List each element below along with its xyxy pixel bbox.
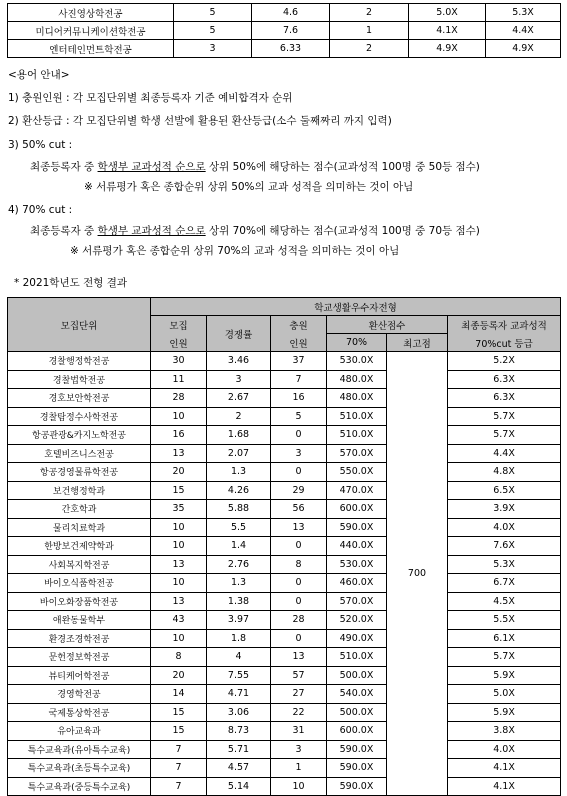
- grade-70-cut: 3.9X: [448, 500, 561, 519]
- table-cell: 2: [330, 4, 409, 22]
- header-max: 최고점: [387, 334, 448, 352]
- section-title: * 2021학년도 전형 결과: [14, 277, 127, 289]
- fill-count: 0: [271, 574, 327, 593]
- fill-count: 3: [271, 444, 327, 463]
- unit-name: 환경조경학전공: [8, 629, 151, 648]
- competition-rate: 3.97: [207, 611, 271, 630]
- unit-name: 한방보건제약학과: [8, 537, 151, 556]
- grade-70-cut: 6.5X: [448, 481, 561, 500]
- competition-rate: 1.8: [207, 629, 271, 648]
- previous-results-table: [7, 3, 561, 58]
- unit-name: 호텔비즈니스전공: [8, 444, 151, 463]
- note-1: 1) 충원인원 : 각 모집단위별 최종등록자 기준 예비합격자 순위: [8, 92, 293, 104]
- fill-count: 5: [271, 407, 327, 426]
- unit-name: 특수교육과(유아특수교육): [8, 740, 151, 759]
- fill-count: 0: [271, 463, 327, 482]
- table-row: [8, 22, 561, 40]
- table-row: [8, 555, 561, 574]
- fill-count: 0: [271, 629, 327, 648]
- header-recruit-1: 모집: [169, 320, 188, 332]
- table-row: [8, 40, 561, 58]
- score-70: 530.0X: [327, 352, 387, 371]
- grade-70-cut: 5.3X: [448, 555, 561, 574]
- score-70: 500.0X: [327, 666, 387, 685]
- header-unit: 모집단위: [8, 298, 151, 352]
- header-competition: 경쟁률: [207, 316, 271, 352]
- score-70: 490.0X: [327, 629, 387, 648]
- fill-count: 13: [271, 648, 327, 667]
- table-row: [8, 444, 561, 463]
- competition-rate: 3.46: [207, 352, 271, 371]
- unit-name: 경호보안학전공: [8, 389, 151, 408]
- grade-70-cut: 6.3X: [448, 370, 561, 389]
- unit-name: 유아교육과: [8, 722, 151, 741]
- table-row: [8, 592, 561, 611]
- competition-rate: 2.67: [207, 389, 271, 408]
- score-70: 500.0X: [327, 703, 387, 722]
- fill-count: 0: [271, 426, 327, 445]
- competition-rate: 4: [207, 648, 271, 667]
- table-cell: 4.1X: [409, 22, 486, 40]
- recruit-count: 7: [151, 740, 207, 759]
- fill-count: 22: [271, 703, 327, 722]
- recruit-count: 13: [151, 555, 207, 574]
- table-cell: 1: [330, 22, 409, 40]
- unit-name: 경찰행정학전공: [8, 352, 151, 371]
- grade-70-cut: 4.1X: [448, 759, 561, 778]
- note-3: 3) 50% cut :: [8, 139, 73, 151]
- score-70: 590.0X: [327, 740, 387, 759]
- table-row: [8, 4, 561, 22]
- table-row: [8, 648, 561, 667]
- score-70: 540.0X: [327, 685, 387, 704]
- recruit-count: 10: [151, 537, 207, 556]
- unit-name: 간호학과: [8, 500, 151, 519]
- table-cell: 5: [174, 22, 252, 40]
- score-70: 460.0X: [327, 574, 387, 593]
- note-4: 4) 70% cut :: [8, 204, 73, 216]
- unit-name: 특수교육과(중등특수교육): [8, 777, 151, 796]
- recruit-count: 10: [151, 629, 207, 648]
- competition-rate: 5.14: [207, 777, 271, 796]
- competition-rate: 1.3: [207, 463, 271, 482]
- score-70: 440.0X: [327, 537, 387, 556]
- table-cell: 5.3X: [486, 4, 561, 22]
- recruit-count: 15: [151, 722, 207, 741]
- table-cell: 4.4X: [486, 22, 561, 40]
- max-score: 700: [387, 352, 448, 796]
- recruit-count: 10: [151, 574, 207, 593]
- table-header: [8, 298, 561, 352]
- note-3-detail-pre: 최종등록자 중: [30, 161, 98, 173]
- recruit-count: 30: [151, 352, 207, 371]
- fill-count: 31: [271, 722, 327, 741]
- table-cell: 2: [330, 40, 409, 58]
- note-3-remark: ※ 서류평가 혹은 종합순위 상위 50%의 교과 성적을 의미하는 것이 아님: [84, 181, 414, 193]
- fill-count: 37: [271, 352, 327, 371]
- table-cell: 4.9X: [486, 40, 561, 58]
- grade-70-cut: 4.8X: [448, 463, 561, 482]
- score-70: 590.0X: [327, 759, 387, 778]
- note-2: 2) 환산등급 : 각 모집단위별 학생 선발에 활용된 환산등급(소수 둘째짜리 까지 입력): [8, 115, 392, 127]
- table-row: [8, 629, 561, 648]
- header-fill: [271, 316, 327, 352]
- recruit-count: 8: [151, 648, 207, 667]
- table-row: [8, 463, 561, 482]
- unit-name: 항공경영물류학전공: [8, 463, 151, 482]
- grade-70-cut: 4.0X: [448, 740, 561, 759]
- score-70: 550.0X: [327, 463, 387, 482]
- table-row: [8, 426, 561, 445]
- table-row: [8, 722, 561, 741]
- score-70: 520.0X: [327, 611, 387, 630]
- table-row: [8, 740, 561, 759]
- score-70: 570.0X: [327, 444, 387, 463]
- header-recruit: [151, 316, 207, 352]
- grade-70-cut: 3.8X: [448, 722, 561, 741]
- competition-rate: 1.4: [207, 537, 271, 556]
- recruit-count: 7: [151, 777, 207, 796]
- competition-rate: 5.71: [207, 740, 271, 759]
- table-row: [8, 500, 561, 519]
- unit-name: 바이오화장품학전공: [8, 592, 151, 611]
- grade-70-cut: 5.7X: [448, 648, 561, 667]
- recruit-count: 15: [151, 703, 207, 722]
- fill-count: 0: [271, 592, 327, 611]
- header-grade-2: 70%cut 등급: [475, 338, 533, 350]
- table-row: [8, 481, 561, 500]
- competition-rate: 4.26: [207, 481, 271, 500]
- admission-results-table: [7, 297, 561, 796]
- grade-70-cut: 6.3X: [448, 389, 561, 408]
- unit-name: 바이오식품학전공: [8, 574, 151, 593]
- grade-70-cut: 4.1X: [448, 777, 561, 796]
- table-row: [8, 611, 561, 630]
- score-70: 470.0X: [327, 481, 387, 500]
- table-row: [8, 518, 561, 537]
- fill-count: 10: [271, 777, 327, 796]
- terms-header: <용어 안내>: [8, 69, 70, 81]
- grade-70-cut: 4.0X: [448, 518, 561, 537]
- recruit-count: 10: [151, 407, 207, 426]
- grade-70-cut: 5.5X: [448, 611, 561, 630]
- fill-count: 3: [271, 740, 327, 759]
- recruit-count: 14: [151, 685, 207, 704]
- score-70: 600.0X: [327, 722, 387, 741]
- table-row: [8, 703, 561, 722]
- fill-count: 27: [271, 685, 327, 704]
- unit-name: 물리치료학과: [8, 518, 151, 537]
- score-70: 570.0X: [327, 592, 387, 611]
- score-70: 590.0X: [327, 777, 387, 796]
- table-cell: 4.6: [252, 4, 330, 22]
- table-cell: 4.9X: [409, 40, 486, 58]
- score-70: 590.0X: [327, 518, 387, 537]
- recruit-count: 10: [151, 518, 207, 537]
- grade-70-cut: 6.7X: [448, 574, 561, 593]
- unit-name: 애완동물학부: [8, 611, 151, 630]
- score-70: 600.0X: [327, 500, 387, 519]
- recruit-count: 20: [151, 463, 207, 482]
- fill-count: 13: [271, 518, 327, 537]
- grade-70-cut: 5.9X: [448, 703, 561, 722]
- competition-rate: 3: [207, 370, 271, 389]
- unit-name: 경찰법학전공: [8, 370, 151, 389]
- competition-rate: 2.07: [207, 444, 271, 463]
- unit-name: 경영학전공: [8, 685, 151, 704]
- grade-70-cut: 6.1X: [448, 629, 561, 648]
- score-70: 480.0X: [327, 389, 387, 408]
- recruit-count: 11: [151, 370, 207, 389]
- score-70: 510.0X: [327, 426, 387, 445]
- header-70: 70%: [327, 334, 387, 352]
- table-cell: 3: [174, 40, 252, 58]
- competition-rate: 1.38: [207, 592, 271, 611]
- table-cell: 7.6: [252, 22, 330, 40]
- recruit-count: 15: [151, 481, 207, 500]
- table-row: [8, 370, 561, 389]
- score-70: 510.0X: [327, 648, 387, 667]
- fill-count: 7: [271, 370, 327, 389]
- unit-name: 사진영상학전공: [8, 4, 174, 22]
- table-row: [8, 777, 561, 796]
- score-70: 510.0X: [327, 407, 387, 426]
- note-3-detail-post: 상위 50%에 해당하는 점수(교과성적 100명 중 50등 점수): [205, 161, 480, 173]
- competition-rate: 2: [207, 407, 271, 426]
- table-row: [8, 666, 561, 685]
- competition-rate: 1.68: [207, 426, 271, 445]
- table-row: [8, 407, 561, 426]
- table-row: [8, 389, 561, 408]
- recruit-count: 7: [151, 759, 207, 778]
- fill-count: 8: [271, 555, 327, 574]
- competition-rate: 7.55: [207, 666, 271, 685]
- recruit-count: 13: [151, 592, 207, 611]
- table-cell: 6.33: [252, 40, 330, 58]
- unit-name: 미디어커뮤니케이션학전공: [8, 22, 174, 40]
- score-70: 530.0X: [327, 555, 387, 574]
- header-group: 학교생활우수자전형: [151, 298, 561, 316]
- competition-rate: 5.88: [207, 500, 271, 519]
- competition-rate: 4.57: [207, 759, 271, 778]
- table-row: [8, 574, 561, 593]
- grade-70-cut: 4.5X: [448, 592, 561, 611]
- grade-70-cut: 5.2X: [448, 352, 561, 371]
- note-3-detail-underlined: 학생부 교과성적 순으로: [97, 161, 206, 173]
- unit-name: 엔터테인먼트학전공: [8, 40, 174, 58]
- table-row: [8, 537, 561, 556]
- recruit-count: 20: [151, 666, 207, 685]
- fill-count: 0: [271, 537, 327, 556]
- table-row: [8, 685, 561, 704]
- competition-rate: 4.71: [207, 685, 271, 704]
- header-score: 환산점수: [327, 316, 448, 334]
- score-70: 480.0X: [327, 370, 387, 389]
- unit-name: 뷰티케어학전공: [8, 666, 151, 685]
- header-fill-1: 충원: [289, 320, 308, 332]
- grade-70-cut: 5.7X: [448, 407, 561, 426]
- recruit-count: 16: [151, 426, 207, 445]
- competition-rate: 8.73: [207, 722, 271, 741]
- grade-70-cut: 5.9X: [448, 666, 561, 685]
- competition-rate: 1.3: [207, 574, 271, 593]
- unit-name: 보건행정학과: [8, 481, 151, 500]
- fill-count: 28: [271, 611, 327, 630]
- header-recruit-2: 인원: [169, 338, 188, 350]
- table-cell: 5.0X: [409, 4, 486, 22]
- table-cell: 5: [174, 4, 252, 22]
- note-4-detail-post: 상위 70%에 해당하는 점수(교과성적 100명 중 70등 점수): [205, 225, 480, 237]
- table-row: [8, 352, 561, 371]
- recruit-count: 35: [151, 500, 207, 519]
- previous-results-body: [8, 4, 561, 58]
- grade-70-cut: 5.7X: [448, 426, 561, 445]
- unit-name: 사회복지학전공: [8, 555, 151, 574]
- fill-count: 1: [271, 759, 327, 778]
- unit-name: 항공관광&카지노학전공: [8, 426, 151, 445]
- recruit-count: 28: [151, 389, 207, 408]
- competition-rate: 2.76: [207, 555, 271, 574]
- recruit-count: 13: [151, 444, 207, 463]
- fill-count: 57: [271, 666, 327, 685]
- note-4-detail-pre: 최종등록자 중: [30, 225, 98, 237]
- competition-rate: 5.5: [207, 518, 271, 537]
- unit-name: 국제통상학전공: [8, 703, 151, 722]
- recruit-count: 43: [151, 611, 207, 630]
- grade-70-cut: 4.4X: [448, 444, 561, 463]
- header-grade-1: 최종등록자 교과성적: [461, 320, 547, 332]
- note-4-remark: ※ 서류평가 혹은 종합순위 상위 70%의 교과 성적을 의미하는 것이 아님: [70, 245, 400, 257]
- fill-count: 29: [271, 481, 327, 500]
- note-3-detail: [30, 160, 480, 174]
- unit-name: 문헌정보학전공: [8, 648, 151, 667]
- unit-name: 특수교육과(초등특수교육): [8, 759, 151, 778]
- table-row: [8, 759, 561, 778]
- grade-70-cut: 7.6X: [448, 537, 561, 556]
- header-grade: [448, 316, 561, 352]
- fill-count: 56: [271, 500, 327, 519]
- competition-rate: 3.06: [207, 703, 271, 722]
- fill-count: 16: [271, 389, 327, 408]
- note-4-detail: [30, 224, 480, 238]
- note-4-detail-underlined: 학생부 교과성적 순으로: [97, 225, 206, 237]
- table-body: [8, 352, 561, 796]
- header-fill-2: 인원: [289, 338, 308, 350]
- grade-70-cut: 5.0X: [448, 685, 561, 704]
- unit-name: 경찰탐정수사학전공: [8, 407, 151, 426]
